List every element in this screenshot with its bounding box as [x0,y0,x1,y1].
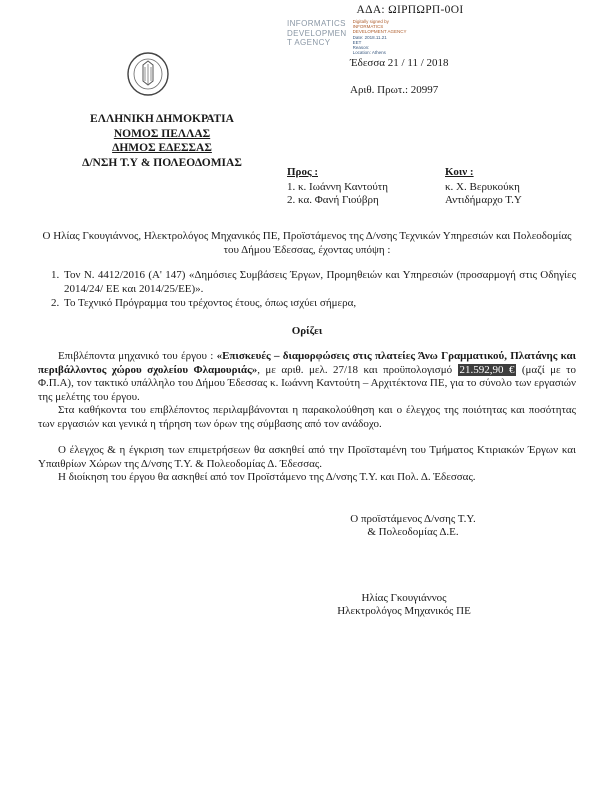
recipients-block [287,166,577,208]
paragraph-duties: Στα καθήκοντα του επιβλέποντος περιλαμβάνονται η παρακολούθηση και ο έλεγχος της ποιότητας και ποσότητας των εργασιών και γενικά η τήρηση των όρων της σύμβασης από τον ανάδοχο. [38,404,576,430]
recipient-item: Αντιδήμαρχο Τ.Υ [445,194,522,206]
stamp-signature-text [353,19,407,55]
municipal-emblem-icon [126,51,170,97]
cc-label: Κοιν : [445,166,474,178]
stamp-agency-name [287,19,347,48]
authority-municipality: ΔΗΜΟΣ ΕΔΕΣΣΑΣ [112,142,212,154]
protocol-number: Αριθ. Πρωτ.: 20997 [350,84,439,96]
considerations-list [38,269,576,311]
signatory-name: Ηλίας Γκουγιάννος [361,591,447,604]
stamp-signature-line: INFORMATICS [352,24,384,30]
signature-title-block [298,513,528,540]
authority-block [38,112,286,170]
signature-title-line: Ο προϊστάμενος Δ/νσης Τ.Υ. [350,512,476,525]
ada-number: ΑΔΑ: ΩΙΡΠΩΡΠ-0ΟΙ [356,4,464,16]
stamp-signature-line: Digitally signed by [352,19,389,24]
recipient-item: κ. Χ. Βερυκούκη [445,180,520,193]
authority-republic: ΕΛΛΗΝΙΚΗ ΔΗΜΟΚΡΑΤΙΑ [90,113,234,125]
recipients-cc [445,166,575,208]
consideration-item: 2. Το Τεχνικό Πρόγραμμα του τρέχοντος έτους, όπως ισχύει σήμερα, [62,297,576,311]
stamp-signature-line: DEVELOPMENT AGENCY [352,29,407,35]
authority-directorate: Δ/ΝΣΗ Τ.Υ & ΠΟΛΕΟΔΟΜΙΑΣ [82,156,242,169]
document-body [38,230,576,619]
stamp-signature-line: Location: Athens [352,50,386,56]
assignment-lead: Επιβλέποντα μηχανικό του έργου : [58,350,217,362]
decision-heading: Ορίζει [291,324,323,337]
budget-amount: 21.592,90 € [459,363,515,376]
paragraph-administration: Η διοίκηση του έργου θα ασκηθεί από τον Προϊστάμενο της Δ/νσης Τ.Υ. και Πολ. Δ. Έδεσσας. [58,471,476,483]
stamp-signature-line: EET [352,39,362,45]
signatory-block [289,592,519,619]
date-line: Έδεσσα 21 / 11 / 2018 [350,57,449,69]
paragraph-approval: Ο έλεγχος & η έγκριση των επιμετρήσεων θα ασκηθεί από την Προϊσταμένη του Τμήματος Κτιριακών Έργων και Υπαιθρίων Χώρων της Δ/νσης Τ.Υ. & Πολεοδομίας Δ. Έδεσσας. [38,444,576,470]
authority-prefecture: ΝΟΜΟΣ ΠΕΛΛΑΣ [113,127,211,140]
stamp-agency-line: DEVELOPMEN [287,28,347,38]
assignment-mid: , με αριθ. μελ. 27/18 και προϋπολογισμό [257,363,458,376]
recipients-to [287,166,445,208]
stamp-agency-line: T AGENCY [287,38,331,47]
stamp-signature-line: Reason: [352,45,370,51]
stamp-signature-line: Date: 2018.11.21 [352,34,387,40]
signature-title-line: & Πολεοδομίας Δ.Ε. [367,526,459,538]
digital-signature-stamp [287,19,407,55]
to-label: Προς : [287,166,318,178]
recipient-item: 2. κα. Φανή Γιούβρη [287,194,379,206]
assignment-tail: (μαζί με το Φ.Π.Α), τον τακτικό υπάλληλο του Δήμου Έδεσσας κ. Ιωάννη Καντούτη – Αρχιτέκτονα ΠΕ, για το σύνολο των εργασιών της μελέτης του έργου. [38,363,576,403]
intro-paragraph: Ο Ηλίας Γκουγιάννος, Ηλεκτρολόγος Μηχανικός ΠΕ, Προϊστάμενος της Δ/νσης Τεχνικών Υπηρεσιών και Πολεοδομίας του Δήμου Έδεσσας, έχοντας υπόψη : [42,230,572,256]
stamp-agency-line: INFORMATICS [287,19,346,28]
signatory-role: Ηλεκτρολόγος Μηχανικός ΠΕ [337,605,471,617]
paragraph-assignment [38,350,576,404]
consideration-item: 1. Τον Ν. 4412/2016 (Α' 147) «Δημόσιες Συμβάσεις Έργων, Προμηθειών και Υπηρεσιών (προσαρμογή στις Οδηγίες 2014/24/ ΕΕ και 2014/25/ΕΕ)». [62,269,576,296]
recipient-item: 1. κ. Ιωάννη Καντούτη [287,180,388,193]
project-title: «Επισκευές – διαμορφώσεις στις πλατείες Άνω Γραμματικού, Πλατάνης και περιβάλλοντος χώρου σχολείου Φλαμουριάς» [38,350,576,376]
